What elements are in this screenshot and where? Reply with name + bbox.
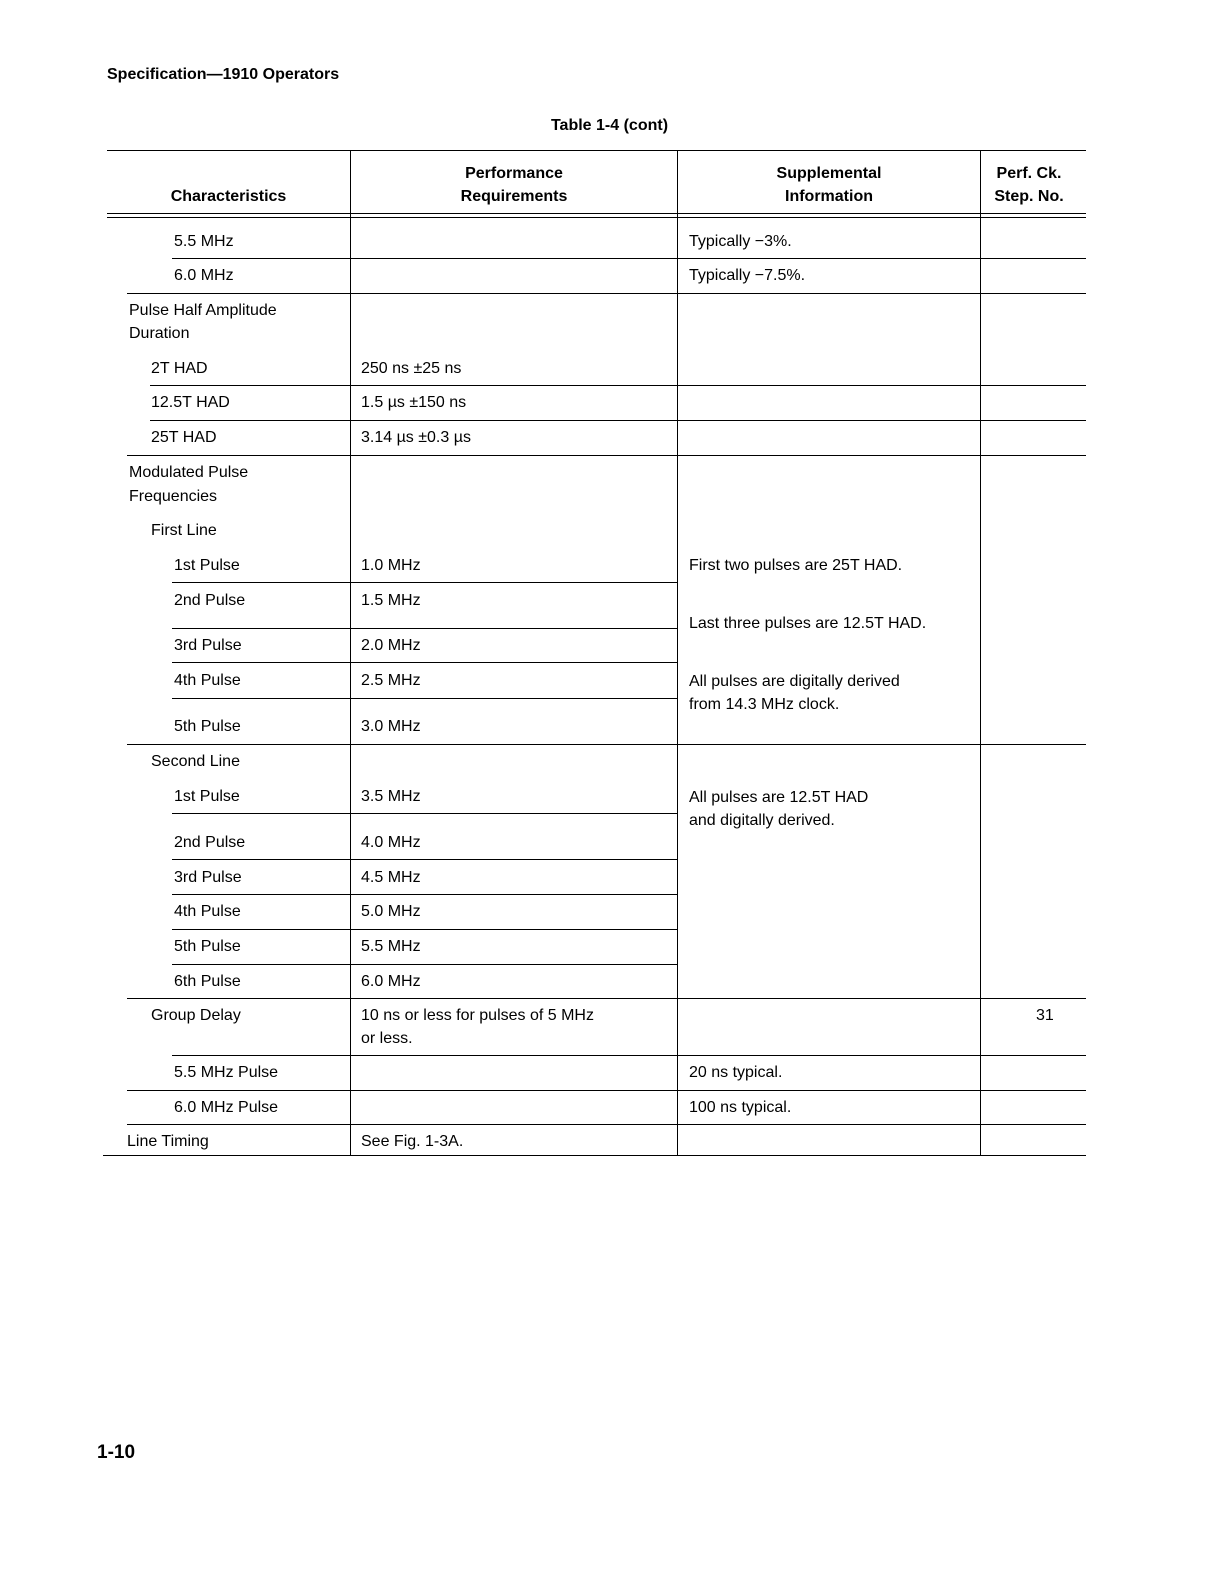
cell-supp: 100 ns typical. <box>689 1099 792 1116</box>
cell-perf: 3.5 MHz <box>361 788 421 805</box>
row-rule <box>150 385 1086 386</box>
cell-char: 3rd Pulse <box>174 637 242 654</box>
cell-char: 3rd Pulse <box>174 869 242 886</box>
page-header: Specification—1910 Operators <box>107 66 340 83</box>
cell-char: 4th Pulse <box>174 903 241 920</box>
cell-perf: 4.5 MHz <box>361 869 421 886</box>
note-first-two: First two pulses are 25T HAD. <box>689 557 903 574</box>
note-all-digital-line2: from 14.3 MHz clock. <box>689 696 840 713</box>
header-characteristics: Characteristics <box>170 188 287 205</box>
header-perf-step-line2: Step. No. <box>994 188 1064 205</box>
cell-char: 2nd Pulse <box>174 592 246 609</box>
cell-char: 5.5 MHz Pulse <box>174 1064 279 1081</box>
cell-char: 6.0 MHz Pulse <box>174 1099 279 1116</box>
cell-char: Group Delay <box>151 1007 241 1024</box>
cell-char: 5th Pulse <box>174 718 241 735</box>
cell-perf: 1.5 MHz <box>361 592 421 609</box>
row-rule <box>127 455 1086 456</box>
cell-supp: Typically −7.5%. <box>689 267 806 284</box>
row-rule <box>172 258 1086 259</box>
cell-char-line2: Frequencies <box>129 488 218 505</box>
header-rule-2 <box>107 217 1086 218</box>
cell-char: 1st Pulse <box>174 788 240 805</box>
cell-perf: 3.14 µs ±0.3 µs <box>361 429 471 446</box>
cell-char-line1: Modulated Pulse <box>129 464 249 481</box>
cell-char: 4th Pulse <box>174 672 241 689</box>
header-rule-1 <box>107 213 1086 214</box>
note-all-digital-line1: All pulses are digitally derived <box>689 673 900 690</box>
cell-perf: 4.0 MHz <box>361 834 421 851</box>
page-number: 1-10 <box>97 1442 136 1463</box>
row-rule <box>127 1090 1086 1091</box>
cell-char: Second Line <box>151 753 240 770</box>
cell-perf: 5.5 MHz <box>361 938 421 955</box>
row-rule <box>172 894 677 895</box>
cell-char: 2nd Pulse <box>174 834 246 851</box>
row-rule <box>150 420 1086 421</box>
col-line-2 <box>677 217 678 1155</box>
cell-perf-line1: 10 ns or less for pulses of 5 MHz <box>361 1007 594 1024</box>
cell-char: 6.0 MHz <box>174 267 234 284</box>
row-rule <box>172 662 677 663</box>
cell-char: 5th Pulse <box>174 938 241 955</box>
cell-char: 1st Pulse <box>174 557 240 574</box>
note-last-three: Last three pulses are 12.5T HAD. <box>689 615 927 632</box>
row-rule <box>127 1124 1086 1125</box>
row-rule <box>172 813 677 814</box>
header-performance-line2: Requirements <box>460 188 568 205</box>
row-rule <box>172 628 677 629</box>
cell-char: 12.5T HAD <box>151 394 230 411</box>
row-rule <box>127 998 1086 999</box>
cell-step: 31 <box>1036 1007 1054 1024</box>
cell-supp: Typically −3%. <box>689 233 792 250</box>
cell-char-line1: Pulse Half Amplitude <box>129 302 277 319</box>
cell-perf: 1.0 MHz <box>361 557 421 574</box>
row-rule <box>172 582 677 583</box>
note-second-line-line2: and digitally derived. <box>689 812 835 829</box>
cell-char: 6th Pulse <box>174 973 241 990</box>
row-rule <box>172 929 677 930</box>
row-rule <box>172 1055 1086 1056</box>
cell-char: 25T HAD <box>151 429 217 446</box>
cell-perf: 2.0 MHz <box>361 637 421 654</box>
header-supplemental-line2: Information <box>785 188 873 205</box>
cell-supp: 20 ns typical. <box>689 1064 783 1081</box>
table-top-rule <box>107 150 1086 151</box>
header-supplemental-line1: Supplemental <box>776 165 882 182</box>
cell-char-line2: Duration <box>129 325 190 342</box>
header-performance-line1: Performance <box>465 165 563 182</box>
note-second-line-line1: All pulses are 12.5T HAD <box>689 789 869 806</box>
cell-perf: 1.5 µs ±150 ns <box>361 394 467 411</box>
cell-perf: 5.0 MHz <box>361 903 421 920</box>
col-line-1 <box>350 217 351 1155</box>
table-bottom-rule <box>103 1155 1086 1156</box>
row-rule <box>172 964 677 965</box>
cell-perf: See Fig. 1-3A. <box>361 1133 464 1150</box>
cell-char: 5.5 MHz <box>174 233 234 250</box>
col-line-3 <box>980 217 981 1155</box>
cell-perf: 250 ns ±25 ns <box>361 360 462 377</box>
row-rule <box>127 293 1086 294</box>
cell-char: 2T HAD <box>151 360 208 377</box>
cell-char: First Line <box>151 522 217 539</box>
cell-perf: 6.0 MHz <box>361 973 421 990</box>
row-rule <box>172 698 677 699</box>
cell-char: Line Timing <box>127 1133 209 1150</box>
cell-perf: 2.5 MHz <box>361 672 421 689</box>
cell-perf: 3.0 MHz <box>361 718 421 735</box>
cell-perf-line2: or less. <box>361 1030 413 1047</box>
row-rule <box>127 744 1086 745</box>
table-caption: Table 1-4 (cont) <box>550 117 669 134</box>
header-perf-step-line1: Perf. Ck. <box>996 165 1062 182</box>
row-rule <box>172 859 677 860</box>
